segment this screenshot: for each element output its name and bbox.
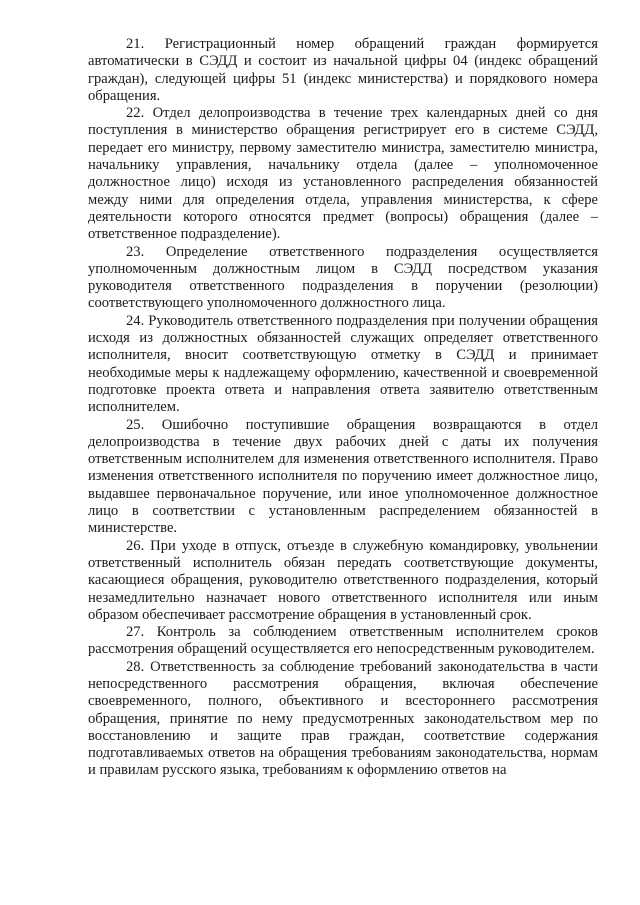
paragraph-22: 22. Отдел делопроизводства в течение трех календарных дней со дня поступления в министерство обращения регистрирует его в системе СЭДД, передает его министру, первому заместителю министра, заместителю министра, начальнику управления, начальнику отдела (далее – уполномоченное должностное лицо) исходя из установленного распределения обязанностей между ними для определения отдела, управления министерства, к сфере деятельности которого относятся предмет (вопросы) обращения (далее – ответственное подразделение). (88, 105, 598, 243)
paragraph-23: 23. Определение ответственного подразделения осуществляется уполномоченным должностным лицом в СЭДД посредством указания руководителя ответственного подразделения в поручении (резолюции) соответствующего уполномоченного должностного лица. (88, 243, 598, 312)
paragraph-26: 26. При уходе в отпуск, отъезде в служебную командировку, увольнении ответственный исполнитель обязан передать соответствующие документы, касающиеся обращения, руководителю ответственного подразделения, который незамедлительно назначает нового ответственного исполнителя или иным образом обеспечивает рассмотрение обращения в установленный срок. (88, 537, 598, 623)
paragraph-24: 24. Руководитель ответственного подразделения при получении обращения исходя из должностных обязанностей служащих определяет ответственного исполнителя, вносит соответствующую отметку в СЭДД и принимает необходимые меры к надлежащему оформлению, качественной и своевременной подготовке проекта ответа и направления ответа заявителю ответственным исполнителем. (88, 312, 598, 416)
paragraph-21: 21. Регистрационный номер обращений граждан формируется автоматически в СЭДД и состоит из начальной цифры 04 (индекс обращений граждан), следующей цифры 51 (индекс министерства) и порядкового номера обращения. (88, 36, 598, 104)
document-body (88, 36, 598, 780)
paragraph-27: 27. Контроль за соблюдением ответственным исполнителем сроков рассмотрения обращений осуществляется его непосредственным руководителем. (88, 624, 598, 658)
paragraph-25: 25. Ошибочно поступившие обращения возвращаются в отдел делопроизводства в течение двух рабочих дней с даты их получения ответственным исполнителем для изменения ответственного исполнителя. Право изменения ответственного исполнителя по поручению имеет должностное лицо, выдавшее первоначальное поручение, или иное уполномоченное должностное лицо в соответствии с установленным распределением обязанностей в министерстве. (88, 416, 598, 537)
paragraph-28: 28. Ответственность за соблюдение требований законодательства в части непосредственного рассмотрения обращения, включая обеспечение своевременного, полного, объективного и всестороннего рассмотрения обращения, принятие по нему предусмотренных законодательством мер по восстановлению и защите прав граждан, соответствие содержания подготавливаемых ответов на обращения требованиям законодательства, нормам и правилам русского языка, требованиям к оформлению ответов на (88, 658, 598, 779)
